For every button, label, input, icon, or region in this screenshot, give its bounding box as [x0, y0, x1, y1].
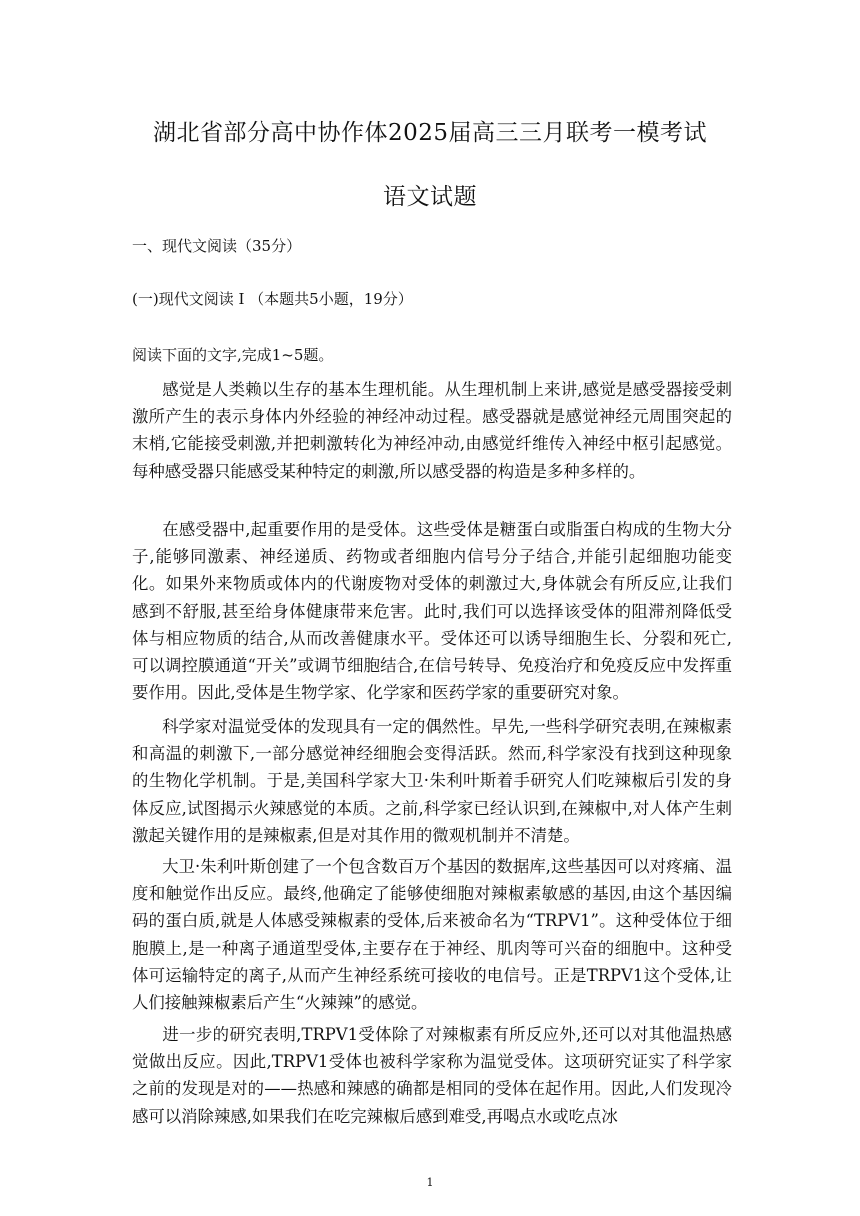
- paragraph: [132, 1021, 732, 1130]
- paragraph: [132, 516, 732, 706]
- page-number: 1: [426, 1176, 434, 1189]
- paragraph: [132, 713, 732, 849]
- paragraph-text: 进一步的研究表明,TRPV1受体除了对辣椒素有所反应外,还可以对其他温热感觉做出反应。因此,TRPV1受体也被科学家称为温觉受体。这项研究证实了科学家之前的发现是对的——热感和辣感的确都是相同的受体在起作用。因此,人们发现冷感可以消除辣感,如果我们在吃完辣椒后感到难受,再喝点水或吃点冰: [132, 1025, 732, 1126]
- paragraph-text: 在感受器中,起重要作用的是受体。这些受体是糖蛋白或脂蛋白构成的生物大分子,能够同激素、神经递质、药物或者细胞内信号分子结合,并能引起细胞功能变化。如果外来物质或体内的代谢废物对受体的刺激过大,身体就会有所反应,让我们感到不舒服,甚至给身体健康带来危害。此时,我们可以选择该受体的阻滞剂降低受体与相应物质的结合,从而改善健康水平。受体还可以诱导细胞生长、分裂和死亡,可以调控膜通道“开关”或调节细胞结合,在信号转导、免疫治疗和免疫反应中发挥重要作用。因此,受体是生物学家、化学家和医药学家的重要研究对象。: [132, 520, 732, 703]
- exam-title: 湖北省部分高中协作体2025届高三三月联考一模考试: [152, 120, 708, 146]
- paragraph-text: 大卫·朱利叶斯创建了一个包含数百万个基因的数据库,这些基因可以对疼痛、温度和触觉作出反应。最终,他确定了能够使细胞对辣椒素敏感的基因,由这个基因编码的蛋白质,就是人体感受辣椒素的受体,后来被命名为“TRPV1”。这种受体位于细胞膜上,是一种离子通道型受体,主要存在于神经、肌肉等可兴奋的细胞中。这种受体可运输特定的离子,从而产生神经系统可接收的电信号。正是TRPV1这个受体,让人们接触辣椒素后产生“火辣辣”的感觉。: [132, 857, 732, 1013]
- section-heading: 一、现代文阅读（35分）: [132, 237, 302, 255]
- reading-instruction: 阅读下面的文字,完成1~5题。: [132, 346, 334, 364]
- exam-subtitle: 语文试题: [383, 184, 477, 210]
- subsection-heading: (一)现代文阅读 I （本题共5小题，19分）: [132, 290, 413, 308]
- paragraph: [132, 376, 732, 485]
- paragraph-text: 科学家对温觉受体的发现具有一定的偶然性。早先,一些科学研究表明,在辣椒素和高温的刺激下,一部分感觉神经细胞会变得活跃。然而,科学家没有找到这种现象的生物化学机制。于是,美国科学家大卫·朱利叶斯着手研究人们吃辣椒后引发的身体反应,试图揭示火辣感觉的本质。之前,科学家已经认识到,在辣椒中,对人体产生刺激起关键作用的是辣椒素,但是对其作用的微观机制并不清楚。: [132, 717, 732, 845]
- paragraph: [132, 853, 732, 1016]
- paragraph-text: 感觉是人类赖以生存的基本生理机能。从生理机制上来讲,感觉是感受器接受刺激所产生的表示身体内外经验的神经冲动过程。感受器就是感觉神经元周围突起的末梢,它能接受刺激,并把刺激转化为神经冲动,由感觉纤维传入神经中枢引起感觉。每种感受器只能感受某种特定的刺激,所以感受器的构造是多种多样的。: [132, 380, 732, 481]
